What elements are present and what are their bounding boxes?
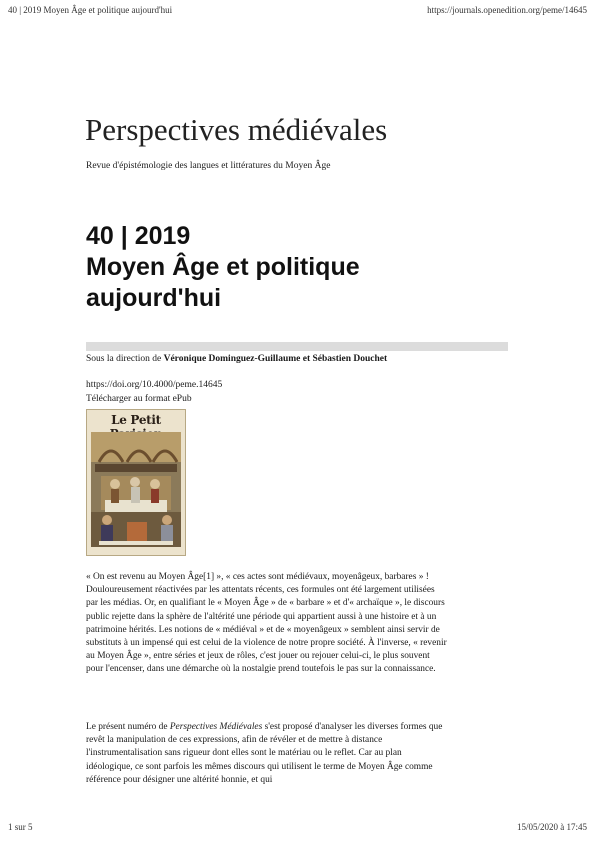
- print-footer-date: 15/05/2020 à 17:45: [517, 822, 587, 832]
- site-title[interactable]: Perspectives médiévales: [85, 112, 388, 147]
- site-subtitle: Revue d'épistémologie des langues et littératures du Moyen Âge: [86, 161, 331, 171]
- print-footer: [8, 822, 587, 832]
- issue-number: 40 | 2019: [86, 222, 191, 250]
- print-header: [8, 5, 587, 15]
- paragraph2-before: Le présent numéro de: [86, 722, 170, 732]
- cover-title: Le Petit: [111, 413, 161, 427]
- editors-line: [86, 353, 426, 366]
- print-footer-page: 1 sur 5: [8, 822, 33, 832]
- doi-link[interactable]: https://doi.org/10.4000/peme.14645: [86, 380, 223, 390]
- issue-title: Moyen Âge et politique aujourd'hui: [86, 253, 360, 312]
- editors-names: Véronique Dominguez-Guillaume et Sébastien Douchet: [163, 354, 388, 364]
- print-header-title: 40 | 2019 Moyen Âge et politique aujourd'hui: [8, 5, 173, 15]
- section-divider-bar: [86, 342, 508, 351]
- intro-paragraph-2: [86, 721, 448, 787]
- paragraph2-after: s'est proposé d'analyser les diverses formes que revêt la manipulation de ces expressions, afin de révéler et de mettre à distance l'instrumentalisation sans rigueur dont elles sont le matériau ou le reflet. Car au plan idéologique, ce sont parfois les mêmes discours qui utilisent le terme de Moyen Âge comme référence pour désigner une altérité honnie, et qui: [86, 722, 443, 785]
- cover-illustration: [91, 432, 181, 547]
- editors-prefix: Sous la direction de: [86, 354, 164, 364]
- epub-download-link[interactable]: Télécharger au format ePub: [86, 394, 192, 404]
- journal-name: Perspectives Médiévales: [169, 722, 263, 732]
- intro-paragraph-1: « On est revenu au Moyen Âge[1] », « ces actes sont médiévaux, moyenâgeux, barbares » ! Douloureusement réactivées par les attentats récents, ces formules ont été largement utilisées par les médias. Or, en qualifiant le « Moyen Âge » de « barbare » et d'« archaïque », le discours public rejette dans la sphère de l'altérité une période qui appartient aussi à une histoire et à un patrimoine hérités. Les notions de « médiéval » et de « moyenâgeux » semblent ainsi servir de substituts à un impensé qui est celui de la violence de notre propre société. À l'inverse, « revenir au Moyen Âge », entre séries et jeux de rôles, c'est jouer ou rejouer celui-ci, le plus souvent pour l'encenser, dans une démarche où la nostalgie prend toutefois le pas sur la connaissance.: [86, 572, 447, 675]
- issue-cover-image[interactable]: [86, 409, 186, 556]
- print-header-url: https://journals.openedition.org/peme/14645: [427, 5, 587, 15]
